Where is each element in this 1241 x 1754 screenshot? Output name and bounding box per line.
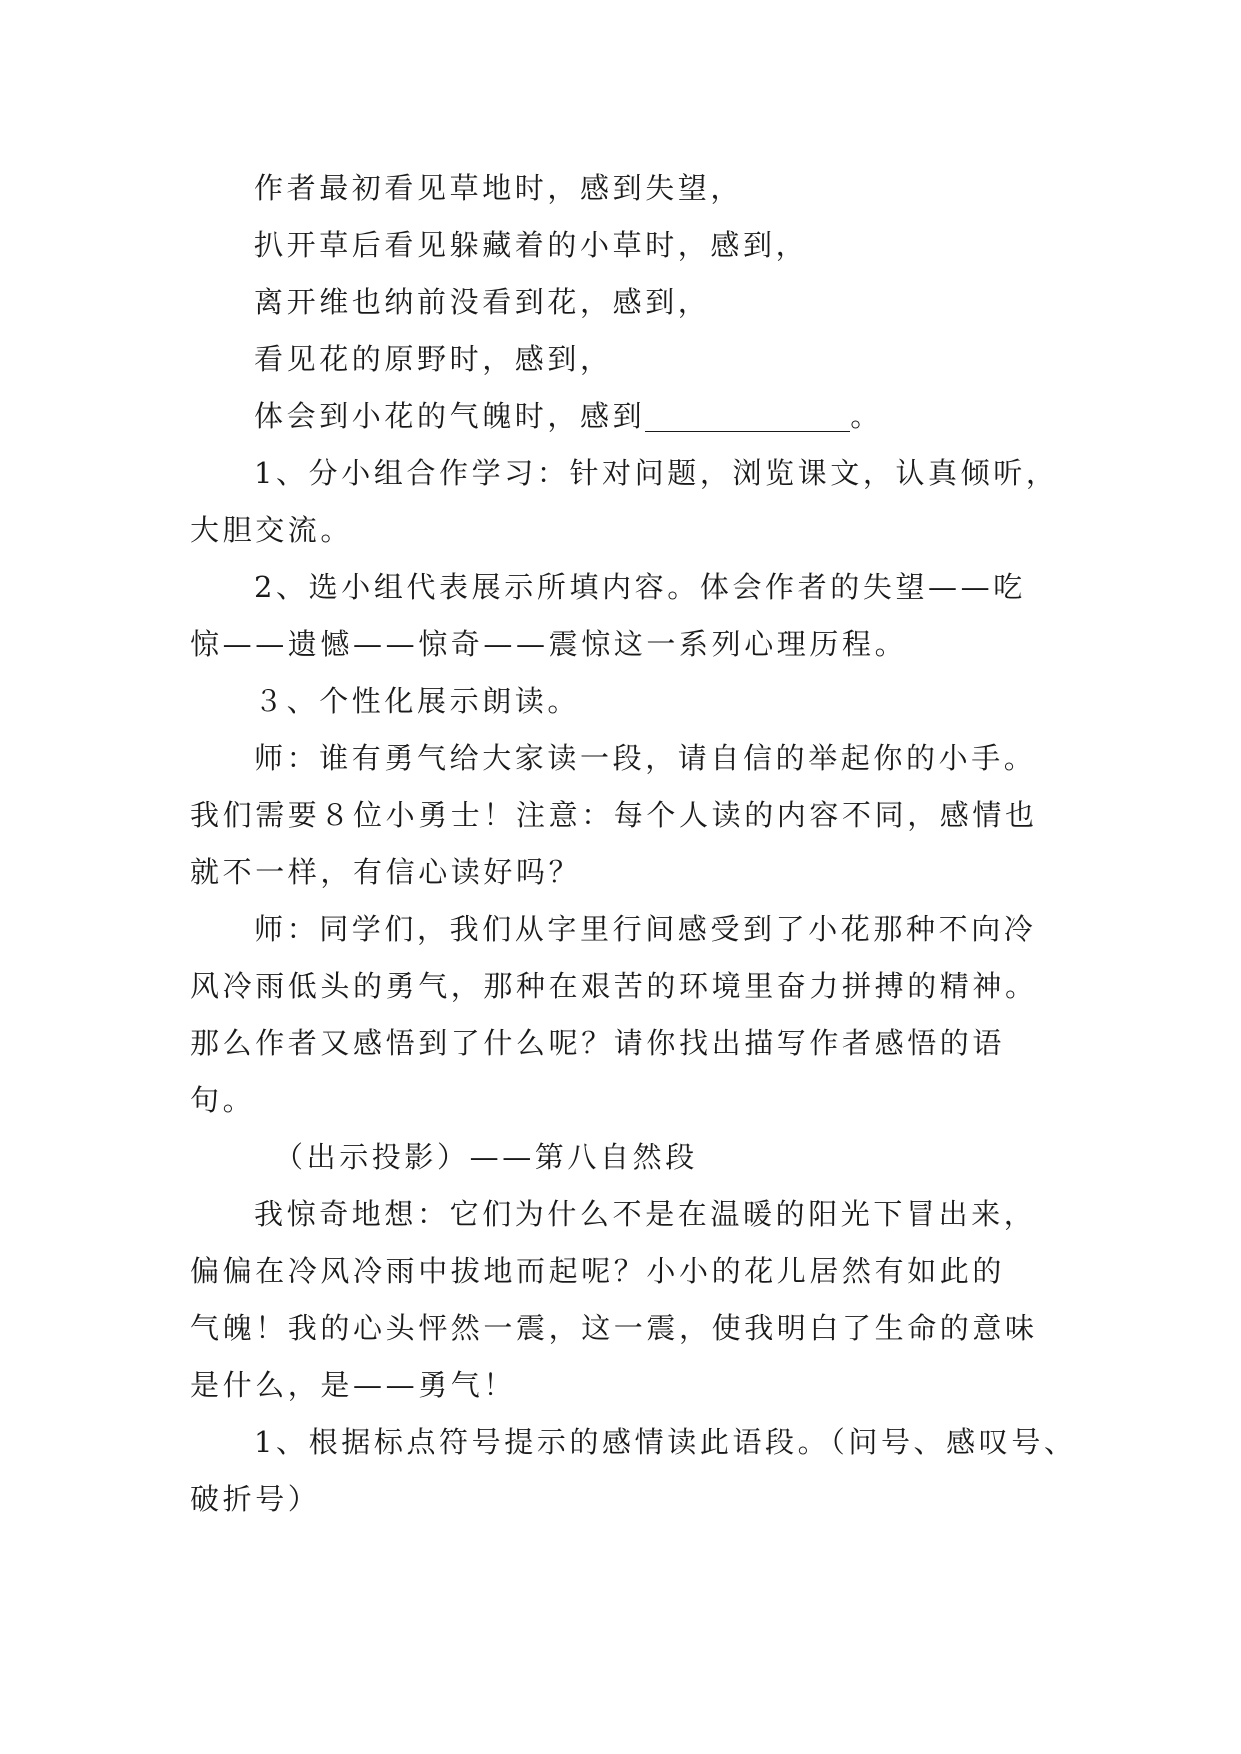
text-line: 2、选小组代表展示所填内容。体会作者的失望——吃 <box>254 570 1026 604</box>
text-line: 1、分小组合作学习：针对问题，浏览课文，认真倾听， <box>254 456 1059 490</box>
text-line: 偏偏在冷风冷雨中拔地而起呢？小小的花儿居然有如此的 <box>190 1254 1006 1288</box>
text-line-with-blank <box>190 388 1056 445</box>
text-segment: 。 <box>850 399 883 433</box>
text-line: 作者最初看见草地时，感到失望， <box>254 171 744 205</box>
text-line: 离开维也纳前没看到花，感到， <box>254 285 711 319</box>
text-line: 惊——遗憾——惊奇——震惊这一系列心理历程。 <box>190 627 908 661</box>
text-line: 师：同学们，我们从字里行间感受到了小花那种不向冷 <box>254 912 1037 946</box>
text-line: 我惊奇地想：它们为什么不是在温暖的阳光下冒出来， <box>254 1197 1037 1231</box>
text-line: ３、个性化展示朗读。 <box>254 684 581 718</box>
text-line: 我们需要８位小勇士！注意：每个人读的内容不同，感情也 <box>190 798 1038 832</box>
fill-in-blank <box>645 403 850 432</box>
text-line: 那么作者又感悟到了什么呢？请你找出描写作者感悟的语 <box>190 1026 1006 1060</box>
text-segment: 体会到小花的气魄时，感到 <box>254 399 646 433</box>
text-line: 气魄！我的心头怦然一震，这一震，使我明白了生命的意味 <box>190 1311 1038 1345</box>
text-line: 是什么，是——勇气！ <box>190 1368 517 1402</box>
text-line: 看见花的原野时，感到， <box>254 342 613 376</box>
document-body <box>190 160 1077 1528</box>
text-line: 句。 <box>190 1083 256 1117</box>
text-line: 风冷雨低头的勇气，那种在艰苦的环境里奋力拼搏的精神。 <box>190 969 1038 1003</box>
text-line: 1、根据标点符号提示的感情读此语段。（问号、感叹号、 <box>254 1425 1077 1459</box>
text-line: 师：谁有勇气给大家读一段，请自信的举起你的小手。 <box>254 741 1037 775</box>
text-line: （出示投影）——第八自然段 <box>274 1140 698 1174</box>
text-line: 大胆交流。 <box>190 513 354 547</box>
text-line: 就不一样，有信心读好吗？ <box>190 855 582 889</box>
text-line: 破折号） <box>190 1482 321 1516</box>
text-line: 扒开草后看见躲藏着的小草时，感到， <box>254 228 809 262</box>
